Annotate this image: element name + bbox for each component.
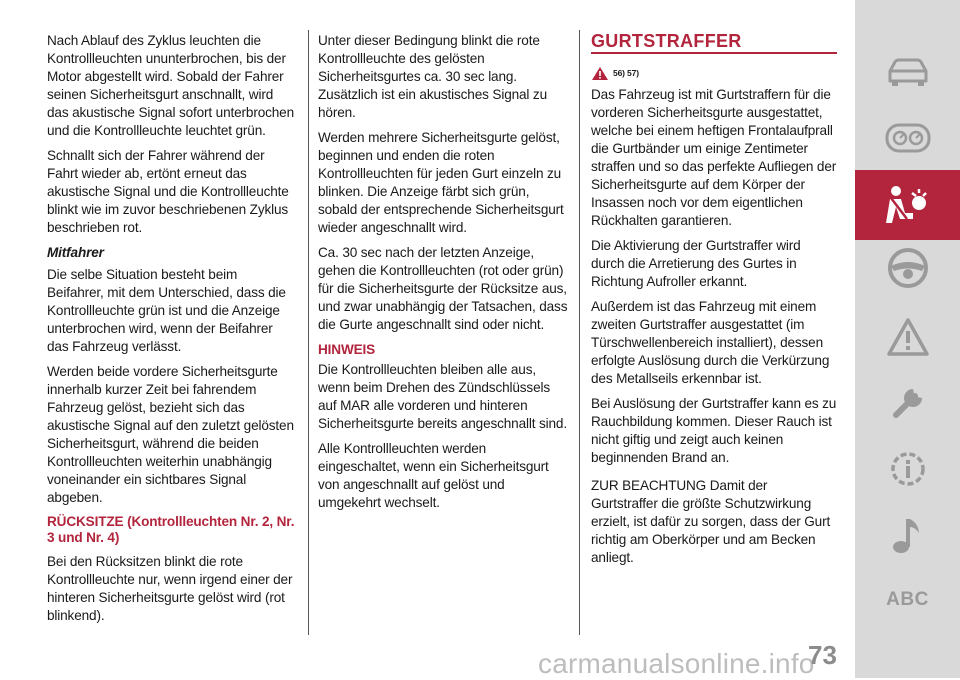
paragraph: Unter dieser Bedingung blinkt die rote Kontrollleuchte des gelösten Sicherheitsgurtes ca. 30 sec lang. Zusätzlich ist ein akustisches Signal zu hören. xyxy=(318,33,547,120)
paragraph: Werden beide vordere Sicherheitsgurte innerhalb kurzer Zeit bei fahrendem Fahrzeug gelöst, bezieht sich das akustische Signal auf den zuletzt gelösten Sicherheitsgurt, während die beiden Kontrollleuchten weiterhin unabhängig voneinander ein sichtbares Signal abgeben. xyxy=(47,364,294,505)
info-gear-icon xyxy=(886,447,930,491)
column-divider xyxy=(308,30,309,635)
warning-reference xyxy=(591,64,837,82)
text-column-1 xyxy=(47,32,297,632)
sidebar-item-safety[interactable] xyxy=(855,170,960,240)
paragraph: Werden mehrere Sicherheitsgurte gelöst, beginnen und enden die roten Kontrollleuchten für jeden Gurt einzeln zu blinken. Die Anzeige färbt sich grün, sobald der entsprechende Sicherheitsgurt wieder angeschnallt wird. xyxy=(318,130,564,235)
text-column-2 xyxy=(318,32,570,519)
paragraph: Die selbe Situation besteht beim Beifahrer, mit dem Unterschied, dass die Kontrollleuchte grün ist und die Anzeige unterbrochen wird, wenn der Beifahrer das Fahrzeug verlässt. xyxy=(47,267,286,354)
steering-wheel-icon xyxy=(886,246,930,290)
sidebar-item-index[interactable] xyxy=(855,565,960,635)
chapter-sidebar xyxy=(855,0,960,678)
paragraph: Das Fahrzeug ist mit Gurtstraffern für die vorderen Sicherheitsgurte ausgestattet, welche bei einem heftigen Frontalaufprall die Gurtbänder um einige Zentimeter straffen und so das perfekte Aufliegen der Sicherheitsgurte auf dem Körper der Insassen noch vor dem eigentlichen Rückhalten garantieren. xyxy=(591,87,837,228)
paragraph: Außerdem ist das Fahrzeug mit einem zweiten Gurtstraffer ausgestattet (im Türschwellenbereich installiert), dessen erfolgte Auslösung durch die Verkürzung des Metallseils erkennbar ist. xyxy=(591,299,830,386)
airbag-seatbelt-icon xyxy=(883,183,933,227)
hinweis-label: HINWEIS xyxy=(318,342,376,357)
text-column-3 xyxy=(591,32,837,574)
paragraph: ZUR BEACHTUNG Damit der Gurtstraffer die größte Schutzwirkung erzielt, ist dafür zu sorgen, dass der Gurt richtig am Oberkörper und am Becken anliegt. xyxy=(591,478,831,565)
paragraph: Alle Kontrollleuchten werden eingeschaltet, wenn ein Sicherheitsgurt von angeschnallt auf gelöst und umgekehrt wechselt. xyxy=(318,441,549,510)
dashboard-gauges-icon xyxy=(885,123,931,153)
music-note-icon xyxy=(888,513,928,557)
paragraph: Die Aktivierung der Gurtstraffer wird durch die Arretierung des Gurtes in Richtung Aufroller erkannt. xyxy=(591,238,801,289)
watermark: carmanualsonline.info xyxy=(538,648,815,679)
sidebar-item-car[interactable] xyxy=(855,37,960,107)
sidebar-item-driving[interactable] xyxy=(855,233,960,303)
paragraph: Die Kontrollleuchten bleiben alle aus, wenn beim Drehen des Zündschlüssels auf MAR alle vorderen und hinteren Sicherheitsgurte bereits angeschnallt sind. xyxy=(318,362,567,431)
warning-triangle-icon xyxy=(591,66,609,81)
subheading-mitfahrer: Mitfahrer xyxy=(47,245,104,260)
column-divider xyxy=(579,30,580,635)
warning-refs[interactable]: 56) 57) xyxy=(613,68,639,78)
paragraph: Schnallt sich der Fahrer während der Fahrt wieder ab, ertönt erneut das akustische Signal und die Kontrollleuchte blinkt wie im zuvor beschriebenen Zyklus beschrieben rot. xyxy=(47,148,289,235)
subheading-ruecksitze: RÜCKSITZE (Kontrollleuchten Nr. 2, Nr. 3 und Nr. 4) xyxy=(47,514,295,545)
paragraph: Nach Ablauf des Zyklus leuchten die Kontrollleuchten ununterbrochen, bis der Motor abgestellt wird. Sobald der Fahrer seinen Sicherheitsgurt anschnallt, wird das akustische Signal sofort unterbrochen und die Kontrollleuchte leuchtet grün. xyxy=(47,33,294,138)
page-number: 73 xyxy=(808,640,837,670)
car-icon xyxy=(886,57,930,87)
section-title: GURTSTRAFFER xyxy=(591,32,837,54)
wrench-icon xyxy=(886,381,930,425)
sidebar-item-label: ABC xyxy=(886,589,929,610)
paragraph: Bei den Rücksitzen blinkt die rote Kontrollleuchte nur, wenn irgend einer der hinteren Sicherheitsgurte gelöst wird (rot blinkend). xyxy=(47,554,293,623)
sidebar-item-technical-data[interactable] xyxy=(855,434,960,504)
sidebar-item-maintenance[interactable] xyxy=(855,368,960,438)
paragraph: Ca. 30 sec nach der letzten Anzeige, gehen die Kontrollleuchten (rot oder grün) für die Sicherheitsgurte der Rücksitze aus, und zwar unabhängig der Tatsachen, dass die Gurte angeschnallt sind oder nicht. xyxy=(318,245,568,332)
sidebar-item-dashboard[interactable] xyxy=(855,103,960,173)
sidebar-item-warnings[interactable] xyxy=(855,302,960,372)
sidebar-item-multimedia[interactable] xyxy=(855,500,960,570)
warning-triangle-icon xyxy=(886,317,930,357)
paragraph: Bei Auslösung der Gurtstraffer kann es zu Rauchbildung kommen. Dieser Rauch ist nicht giftig und zeigt auch keinen beginnenden Brand an. xyxy=(591,396,837,465)
